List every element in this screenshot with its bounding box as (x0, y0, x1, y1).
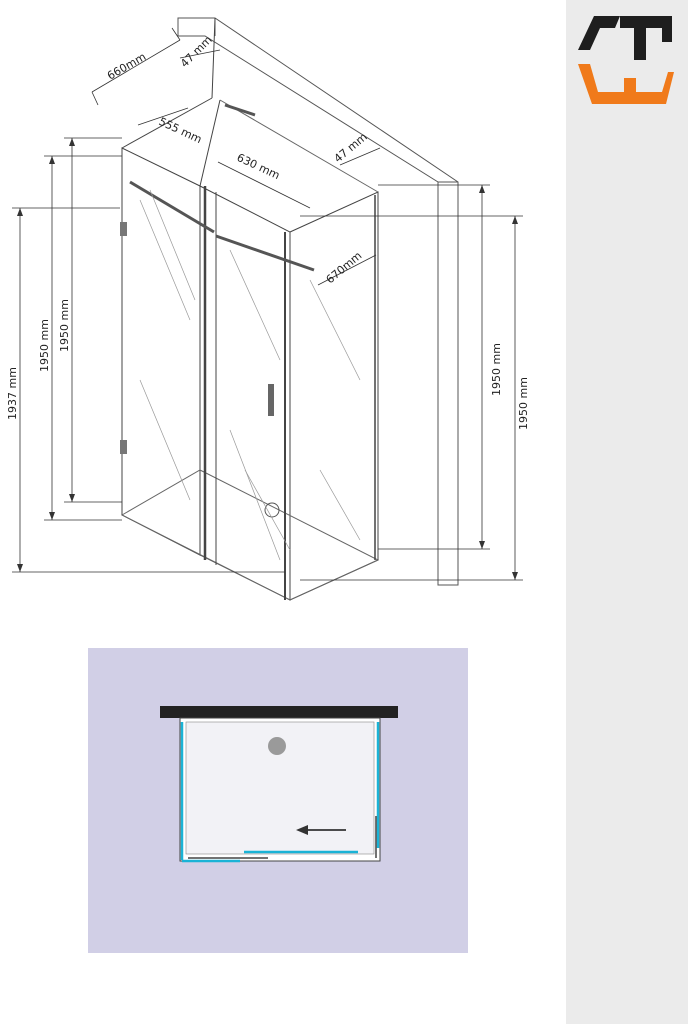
dim-670: 670mm (323, 249, 365, 287)
dim-1950-b: 1950 mm (58, 299, 71, 352)
dim-555: 555 mm (156, 114, 204, 147)
glass-panel-front (200, 186, 290, 600)
dim-630: 630 mm (234, 150, 282, 183)
plan-view-drawing (88, 648, 468, 953)
dim-1950-d: 1950 mm (517, 377, 530, 430)
dim-660: 660mm (105, 50, 149, 83)
company-sidebar (566, 0, 688, 1024)
glass-panel-left (122, 148, 200, 555)
wall-outline (178, 18, 458, 585)
dim-1950-a: 1950 mm (38, 319, 51, 372)
dim-47-top: 47 mm (177, 33, 215, 71)
plan-drain (268, 737, 286, 755)
dim-1937: 1937 mm (6, 367, 19, 420)
dim-1950-c: 1950 mm (490, 343, 503, 396)
dim-47-right: 47 mm (331, 130, 370, 166)
glaswerk-logo (570, 2, 680, 124)
plan-view-panel (88, 648, 468, 953)
glass-panel-right (290, 192, 378, 600)
